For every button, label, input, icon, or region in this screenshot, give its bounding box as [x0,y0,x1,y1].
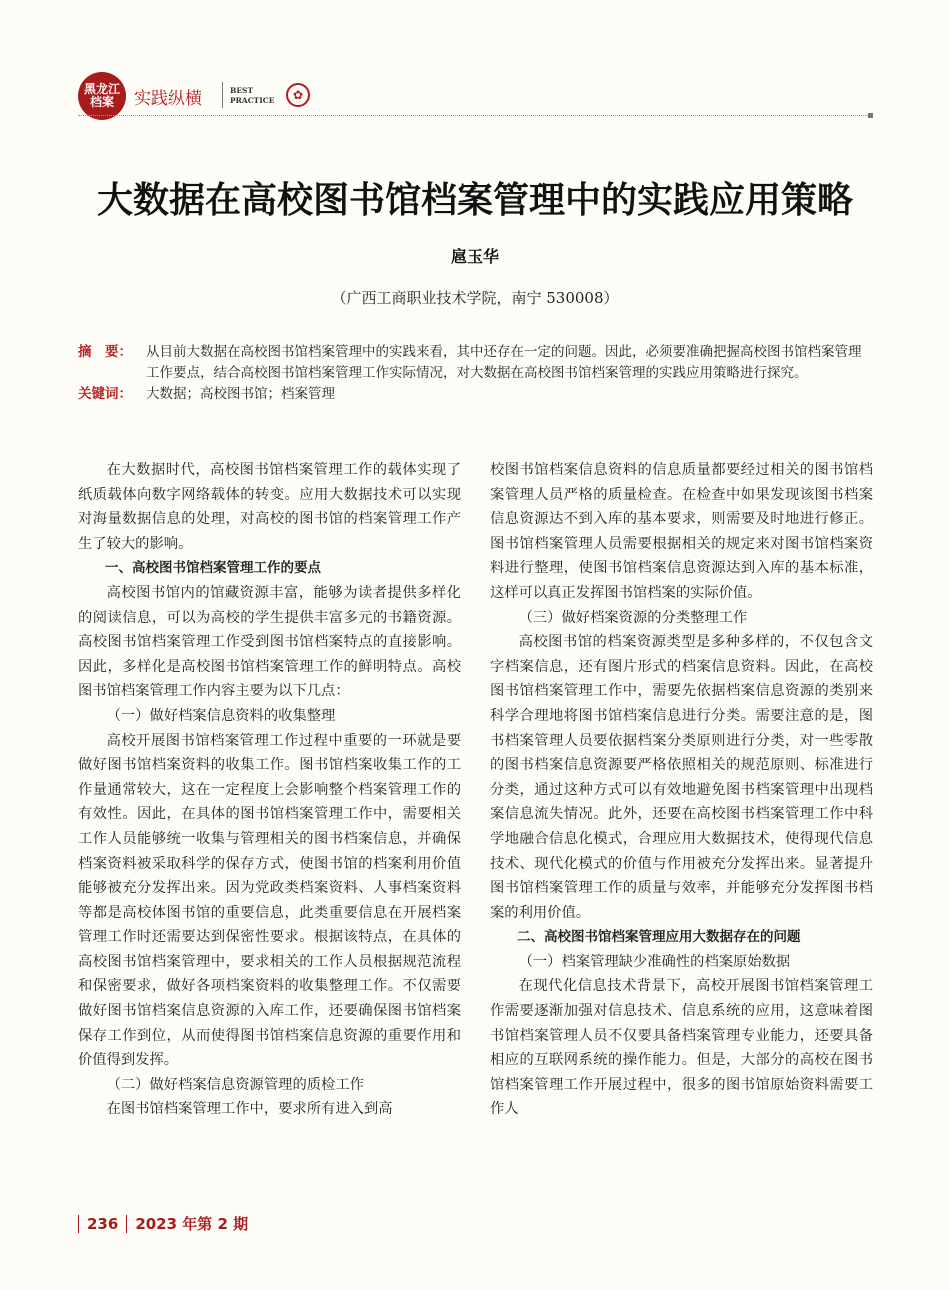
header-divider [222,82,223,108]
keywords-text: 大数据；高校图书馆；档案管理 [146,386,335,402]
abstract-text: 从目前大数据在高校图书馆档案管理中的实践来看，其中还存在一定的问题。因此，必须要准确把握高校图书馆档案管理工作要点，结合高校图书馆档案管理工作实际情况，对大数据在高校图书馆档案管理的实践应用策略进行探究。 [146,344,862,381]
footer-divider [78,1215,79,1233]
subsection-heading: （一）做好档案信息资料的收集整理 [106,707,336,724]
paragraph: 高校图书馆内的馆藏资源丰富，能够为读者提供多样化的阅读信息，可以为高校的学生提供丰富多元的书籍资源。高校图书馆档案管理工作受到图书馆档案特点的直接影响。因此，多样化是高校图书馆档案管理工作的鲜明特点。高校图书馆档案管理工作内容主要为以下几点： [78,584,461,700]
article-title: 大数据在高校图书馆档案管理中的实践应用策略 [96,179,853,221]
journal-logo: 黑龙江档案 [78,72,126,120]
section-subtitle: BEST PRACTICE [230,86,275,105]
abstract-block [78,342,873,405]
paragraph: 校图书馆档案信息资料的信息质量都要经过相关的图书馆档案管理人员严格的质量检查。在检查中如果发现该图书档案信息资源达不到入库的基本要求，则需要及时地进行修正。图书馆档案管理人员需要根据相关的规定来对图书馆档案资料进行整理，使图书馆档案信息资源达到入库的基本标准，这样可以真正发挥图书馆档案的实际价值。 [490,462,873,601]
author-name: 扈玉华 [450,247,499,266]
keywords-row [78,384,873,405]
keywords-label: 关键词： [78,386,132,402]
left-column [78,458,461,1122]
paragraph: 高校开展图书馆档案管理工作过程中重要的一环就是要做好图书馆档案资料的收集工作。图书馆档案收集工作的工作量通常较大，这在一定程度上会影响整个档案管理工作的有效性。因此，在具体的图书馆档案管理工作中，需要相关工作人员能够统一收集与管理相关的图书档案信息，并确保档案资料被采取科学的保存方式，使图书馆的档案利用价值能够被充分发挥出来。因为党政类档案资料、人事档案资料等都是高校体图书馆的重要信息，此类重要信息在开展档案管理工作时还需要达到保密性要求。根据该特点，在具体的高校图书馆档案管理中，要求相关的工作人员根据规范流程和保密要求，做好各项档案资料的收集整理工作。不仅需要做好图书馆档案信息资源的入库工作，还要确保图书馆档案保存工作到位，从而使得图书馆档案信息资源的重要作用和价值得到发挥。 [78,732,461,1069]
issue-label: 2023 年第 2 期 [135,1215,249,1233]
abstract-row [78,342,873,384]
abstract-label: 摘 要： [78,344,132,360]
header-rule-end [868,113,873,118]
subsection-heading: （三）做好档案资源的分类整理工作 [518,609,748,626]
author-affiliation: （广西工商职业技术学院，南宁 530008） [331,289,619,307]
paragraph: 在大数据时代，高校图书馆档案管理工作的载体实现了纸质载体向数字网络载体的转变。应用大数据技术可以实现对海量数据信息的处理，对高校的图书馆的档案管理工作产生了较大的影响。 [78,462,461,552]
subsection-heading: （二）做好档案信息资源管理的质检工作 [106,1076,364,1093]
section-heading: 一、高校图书馆档案管理工作的要点 [105,560,321,577]
footer-divider [126,1215,127,1233]
paragraph: 高校图书馆的档案资源类型是多种多样的，不仅包含文字档案信息，还有图片形式的档案信息资料。因此，在高校图书馆档案管理工作中，需要先依据档案信息资源的类别来科学合理地将图书馆档案信息进行分类。需要注意的是，图书档案管理人员要依据档案分类原则进行分类，对一些零散的图书档案信息资源要严格依照相关的规范原则、标准进行分类，通过这种方式可以有效地避免图书档案管理中出现档案信息流失情况。此外，还要在高校图书档案管理工作中科学地融合信息化模式，合理应用大数据技术，使得现代信息技术、现代化模式的价值与作用被充分发挥出来。显著提升图书馆档案管理工作的质量与效率，并能够充分发挥图书档案的利用价值。 [490,634,873,921]
paragraph: 在图书馆档案管理工作中，要求所有进入到高 [106,1101,393,1118]
page-footer [78,1213,248,1234]
paragraph: 在现代化信息技术背景下，高校开展图书馆档案管理工作需要逐渐加强对信息技术、信息系统的应用，这意味着图书馆档案管理人员不仅要具备档案管理专业能力，还要具备相应的互联网系统的操作能力。但是，大部分的高校在图书馆档案管理工作开展过程中，很多的图书馆原始资料需要工作人 [490,978,873,1118]
right-column [490,458,873,1122]
seal-icon: ✿ [286,83,310,107]
page-number: 236 [87,1214,119,1233]
section-heading: 二、高校图书馆档案管理应用大数据存在的问题 [517,929,801,946]
subsection-heading: （一）档案管理缺少准确性的档案原始数据 [518,953,791,970]
section-title: 实践纵横 [134,89,202,109]
header-rule [78,115,870,116]
